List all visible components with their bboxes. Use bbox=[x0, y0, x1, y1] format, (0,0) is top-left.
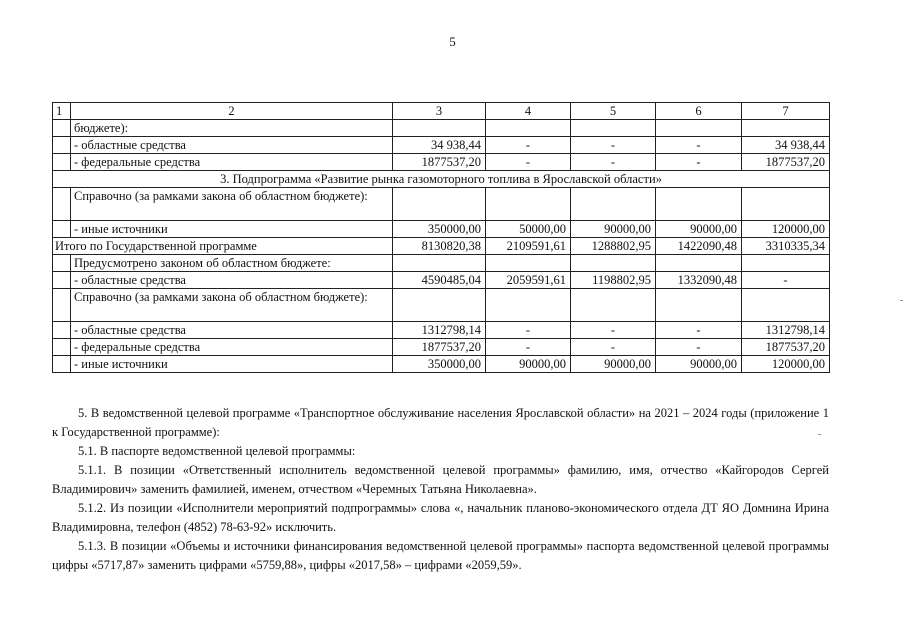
row-label: Справочно (за рамками закона об областном бюджете): bbox=[71, 289, 393, 322]
table-row bbox=[53, 356, 830, 373]
value-cell: - bbox=[571, 339, 656, 356]
value-cell: 120000,00 bbox=[742, 356, 830, 373]
table-row bbox=[53, 339, 830, 356]
header-cell: 5 bbox=[571, 103, 656, 120]
page-number: 5 bbox=[449, 34, 456, 49]
index-cell bbox=[53, 221, 71, 238]
value-cell bbox=[486, 120, 571, 137]
row-label: - иные источники bbox=[71, 356, 393, 373]
value-cell: - bbox=[486, 137, 571, 154]
table-row bbox=[53, 137, 830, 154]
paragraph-5: 5. В ведомственной целевой программе «Транспортное обслуживание населения Ярославской области» на 2021 – 2024 годы (приложение 1 к Государственной программе): bbox=[52, 406, 829, 439]
value-cell: 8130820,38 bbox=[393, 238, 486, 255]
scan-speck bbox=[900, 300, 903, 301]
value-cell: 1288802,95 bbox=[571, 238, 656, 255]
value-cell: - bbox=[571, 137, 656, 154]
row-label: Предусмотрено законом об областном бюджете: bbox=[71, 255, 393, 272]
value-cell: 90000,00 bbox=[486, 356, 571, 373]
index-cell bbox=[53, 137, 71, 154]
header-cell: 2 bbox=[71, 103, 393, 120]
row-label: - областные средства bbox=[71, 272, 393, 289]
row-label: - иные источники bbox=[71, 221, 393, 238]
index-cell bbox=[53, 188, 71, 221]
total-row bbox=[53, 238, 830, 255]
paragraph-5-1-2: 5.1.2. Из позиции «Исполнители мероприятий подпрограммы» слова «, начальник планово-экономического отдела ДТ ЯО Домнина Ирина Владимировна, телефон (4852) 78-63-92» исключить. bbox=[52, 501, 829, 534]
value-cell: 4590485,04 bbox=[393, 272, 486, 289]
row-label: - федеральные средства bbox=[71, 339, 393, 356]
table-row bbox=[53, 322, 830, 339]
table-header-row bbox=[53, 103, 830, 120]
value-cell: - bbox=[656, 322, 742, 339]
value-cell bbox=[656, 255, 742, 272]
table-row bbox=[53, 272, 830, 289]
value-cell: - bbox=[656, 339, 742, 356]
value-cell bbox=[742, 188, 830, 221]
value-cell: 1198802,95 bbox=[571, 272, 656, 289]
paragraph-5-1-3: 5.1.3. В позиции «Объемы и источники финансирования ведомственной целевой программы» паспорта ведомственной целевой программы цифры «5717,87» заменить цифрами «5759,88», цифры «2017,58» – цифрами «2059,59». bbox=[52, 539, 829, 572]
header-cell: 6 bbox=[656, 103, 742, 120]
value-cell bbox=[393, 188, 486, 221]
value-cell: 2109591,61 bbox=[486, 238, 571, 255]
table-row bbox=[53, 188, 830, 221]
value-cell: - bbox=[486, 339, 571, 356]
value-cell bbox=[393, 120, 486, 137]
value-cell bbox=[656, 289, 742, 322]
value-cell: 1877537,20 bbox=[742, 339, 830, 356]
value-cell: - bbox=[486, 322, 571, 339]
total-label: Итого по Государственной программе bbox=[53, 238, 393, 255]
value-cell bbox=[393, 289, 486, 322]
table-row bbox=[53, 255, 830, 272]
index-cell bbox=[53, 339, 71, 356]
value-cell: 34 938,44 bbox=[742, 137, 830, 154]
value-cell: 90000,00 bbox=[656, 356, 742, 373]
value-cell: - bbox=[571, 154, 656, 171]
value-cell: 90000,00 bbox=[656, 221, 742, 238]
subprogram-title-row bbox=[53, 171, 830, 188]
value-cell bbox=[571, 255, 656, 272]
value-cell: 1312798,14 bbox=[742, 322, 830, 339]
value-cell: 1422090,48 bbox=[656, 238, 742, 255]
value-cell bbox=[571, 188, 656, 221]
value-cell: - bbox=[742, 272, 830, 289]
value-cell bbox=[486, 255, 571, 272]
value-cell: 1877537,20 bbox=[393, 339, 486, 356]
value-cell bbox=[656, 120, 742, 137]
table-row bbox=[53, 289, 830, 322]
row-label: - областные средства bbox=[71, 322, 393, 339]
value-cell: 350000,00 bbox=[393, 221, 486, 238]
value-cell bbox=[486, 188, 571, 221]
value-cell bbox=[742, 289, 830, 322]
value-cell: 90000,00 bbox=[571, 356, 656, 373]
table-row bbox=[53, 154, 830, 171]
header-cell: 3 bbox=[393, 103, 486, 120]
budget-table bbox=[52, 102, 830, 373]
amendment-text bbox=[52, 404, 829, 575]
index-cell bbox=[53, 154, 71, 171]
row-label: - федеральные средства bbox=[71, 154, 393, 171]
value-cell: - bbox=[571, 322, 656, 339]
value-cell bbox=[742, 255, 830, 272]
value-cell: 120000,00 bbox=[742, 221, 830, 238]
value-cell: 2059591,61 bbox=[486, 272, 571, 289]
value-cell: - bbox=[656, 137, 742, 154]
header-cell: 7 bbox=[742, 103, 830, 120]
value-cell: 1877537,20 bbox=[742, 154, 830, 171]
header-cell: 1 bbox=[53, 103, 71, 120]
index-cell bbox=[53, 322, 71, 339]
value-cell bbox=[571, 120, 656, 137]
row-label: бюджете): bbox=[71, 120, 393, 137]
value-cell: 90000,00 bbox=[571, 221, 656, 238]
scan-speck bbox=[818, 434, 821, 435]
value-cell bbox=[571, 289, 656, 322]
index-cell bbox=[53, 272, 71, 289]
value-cell bbox=[393, 255, 486, 272]
paragraph-5-1: 5.1. В паспорте ведомственной целевой программы: bbox=[78, 444, 356, 458]
value-cell bbox=[656, 188, 742, 221]
value-cell: - bbox=[656, 154, 742, 171]
value-cell bbox=[486, 289, 571, 322]
subprogram-title: 3. Подпрограмма «Развитие рынка газомоторного топлива в Ярославской области» bbox=[53, 171, 830, 188]
value-cell: - bbox=[486, 154, 571, 171]
value-cell: 50000,00 bbox=[486, 221, 571, 238]
header-cell: 4 bbox=[486, 103, 571, 120]
value-cell bbox=[742, 120, 830, 137]
value-cell: 3310335,34 bbox=[742, 238, 830, 255]
table-row bbox=[53, 221, 830, 238]
row-label: - областные средства bbox=[71, 137, 393, 154]
index-cell bbox=[53, 120, 71, 137]
paragraph-5-1-1: 5.1.1. В позиции «Ответственный исполнитель ведомственной целевой программы» фамилию, имя, отчество «Кайгородов Сергей Владимирович» заменить фамилией, именем, отчеством «Черемных Татьяна Николаевна». bbox=[52, 463, 829, 496]
value-cell: 34 938,44 bbox=[393, 137, 486, 154]
index-cell bbox=[53, 289, 71, 322]
value-cell: 1332090,48 bbox=[656, 272, 742, 289]
value-cell: 1877537,20 bbox=[393, 154, 486, 171]
value-cell: 350000,00 bbox=[393, 356, 486, 373]
table-row bbox=[53, 120, 830, 137]
value-cell: 1312798,14 bbox=[393, 322, 486, 339]
index-cell bbox=[53, 356, 71, 373]
row-label: Справочно (за рамками закона об областном бюджете): bbox=[71, 188, 393, 221]
index-cell bbox=[53, 255, 71, 272]
